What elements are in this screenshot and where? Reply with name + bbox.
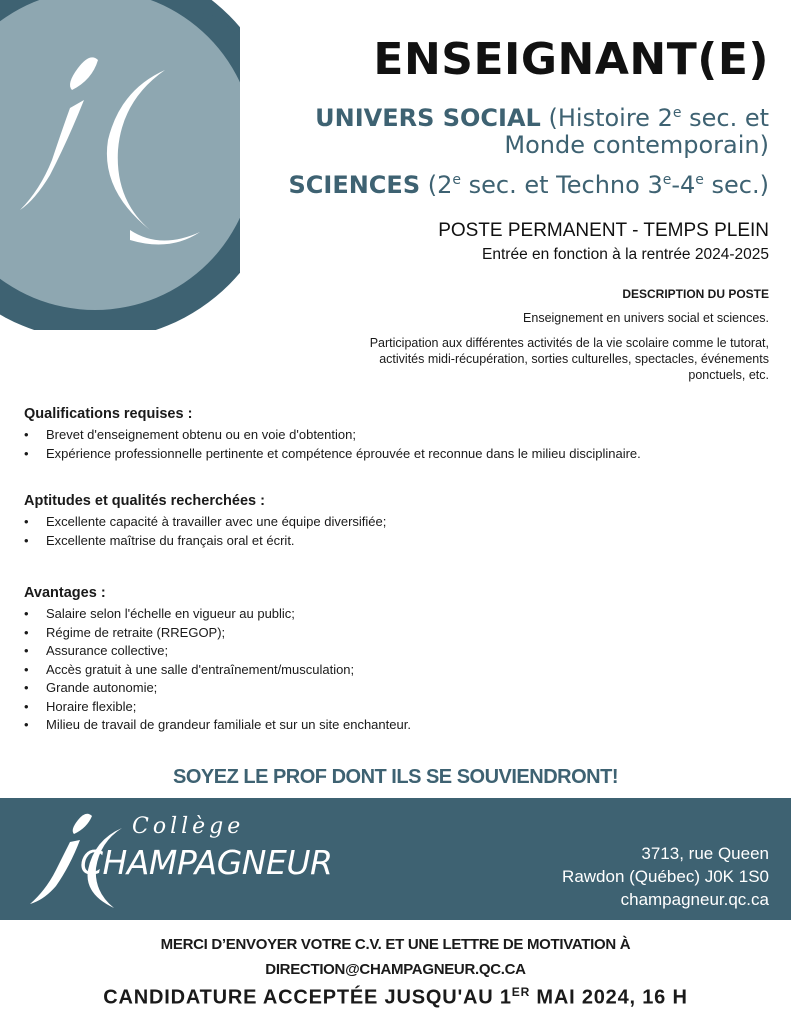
subject1-line2: Monde contemporain) [504,131,769,159]
list-item: • Milieu de travail de grandeur familiale et sur un site enchanteur. [24,716,411,735]
subject2-sup1: e [452,172,462,188]
address-block [562,842,769,911]
list-item: • Salaire selon l'échelle en vigueur au public; [24,605,411,624]
list-item: • Grande autonomie; [24,679,411,698]
merci-line1: MERCI D’ENVOYER VOTRE C.V. ET UNE LETTRE DE MOTIVATION À [160,936,631,953]
list-item: • Accès gratuit à une salle d'entraînement/musculation; [24,661,411,680]
application-instructions [0,932,791,982]
list-item: • Assurance collective; [24,642,411,661]
subject1-sup: e [672,105,682,121]
subject1-main: UNIVERS SOCIAL [315,104,541,132]
subject-sciences [289,165,770,200]
avantages-heading: Avantages : [24,585,106,601]
website-link[interactable]: champagneur.qc.ca [620,890,769,909]
logo-champagneur-text: CHAMPAGNEUR [80,843,333,882]
deadline-sup: ER [511,985,531,999]
list-item: • Expérience professionnelle pertinente et compétence éprouvée et reconnue dans le milieu disciplinaire. [24,445,641,464]
deadline-text-b: MAI 2024, 16 H [530,986,688,1009]
subject1-detail-b: sec. et [681,104,769,132]
list-item: • Excellente maîtrise du français oral et écrit. [24,532,386,551]
address-city: Rawdon (Québec) J0K 1S0 [562,867,769,886]
qualifications-heading: Qualifications requises : [24,406,193,422]
subject1-detail-a: (Histoire 2 [548,104,673,132]
address-street: 3713, rue Queen [641,844,769,863]
contact-band [0,798,791,920]
subject2-sup2: e [662,172,672,188]
poste-entree: Entrée en fonction à la rentrée 2024-2025 [482,246,769,263]
logo-college-text: Collège [132,814,245,839]
subject2-c: -4 [671,171,696,199]
contact-email[interactable]: DIRECTION@CHAMPAGNEUR.QC.CA [265,961,526,978]
description-heading: DESCRIPTION DU POSTE [622,287,769,301]
aptitudes-section [24,493,386,550]
list-item: • Horaire flexible; [24,698,411,717]
poste-type: POSTE PERMANENT - TEMPS PLEIN [438,220,769,241]
list-item: • Excellente capacité à travailler avec une équipe diversifiée; [24,513,386,532]
deadline-text-a: CANDIDATURE ACCEPTÉE JUSQU'AU 1 [103,986,512,1009]
subject2-b: sec. et Techno 3 [461,171,663,199]
college-logo-disc [0,0,240,330]
subject2-a: (2 [427,171,453,199]
subject2-d: sec.) [703,171,769,199]
tagline: SOYEZ LE PROF DONT ILS SE SOUVIENDRONT! [173,766,618,788]
deadline [0,985,791,1010]
subject2-sup3: e [695,172,704,188]
avantages-section [24,585,411,735]
list-item: • Régime de retraite (RREGOP); [24,624,411,643]
subject-univers-social [315,98,769,133]
job-title: ENSEIGNANT(E) [373,34,769,85]
aptitudes-heading: Aptitudes et qualités recherchées : [24,493,265,509]
list-item: • Brevet d'enseignement obtenu ou en voie d'obtention; [24,426,641,445]
description-line2: Participation aux différentes activités de la vie scolaire comme le tutorat, activités midi-récupération, sorties culturelles, spectacles, événements ponctuels, etc. [369,336,769,382]
description-line1: Enseignement en univers social et sciences. [523,311,769,325]
qualifications-section [24,406,641,463]
subject2-main: SCIENCES [288,171,421,199]
